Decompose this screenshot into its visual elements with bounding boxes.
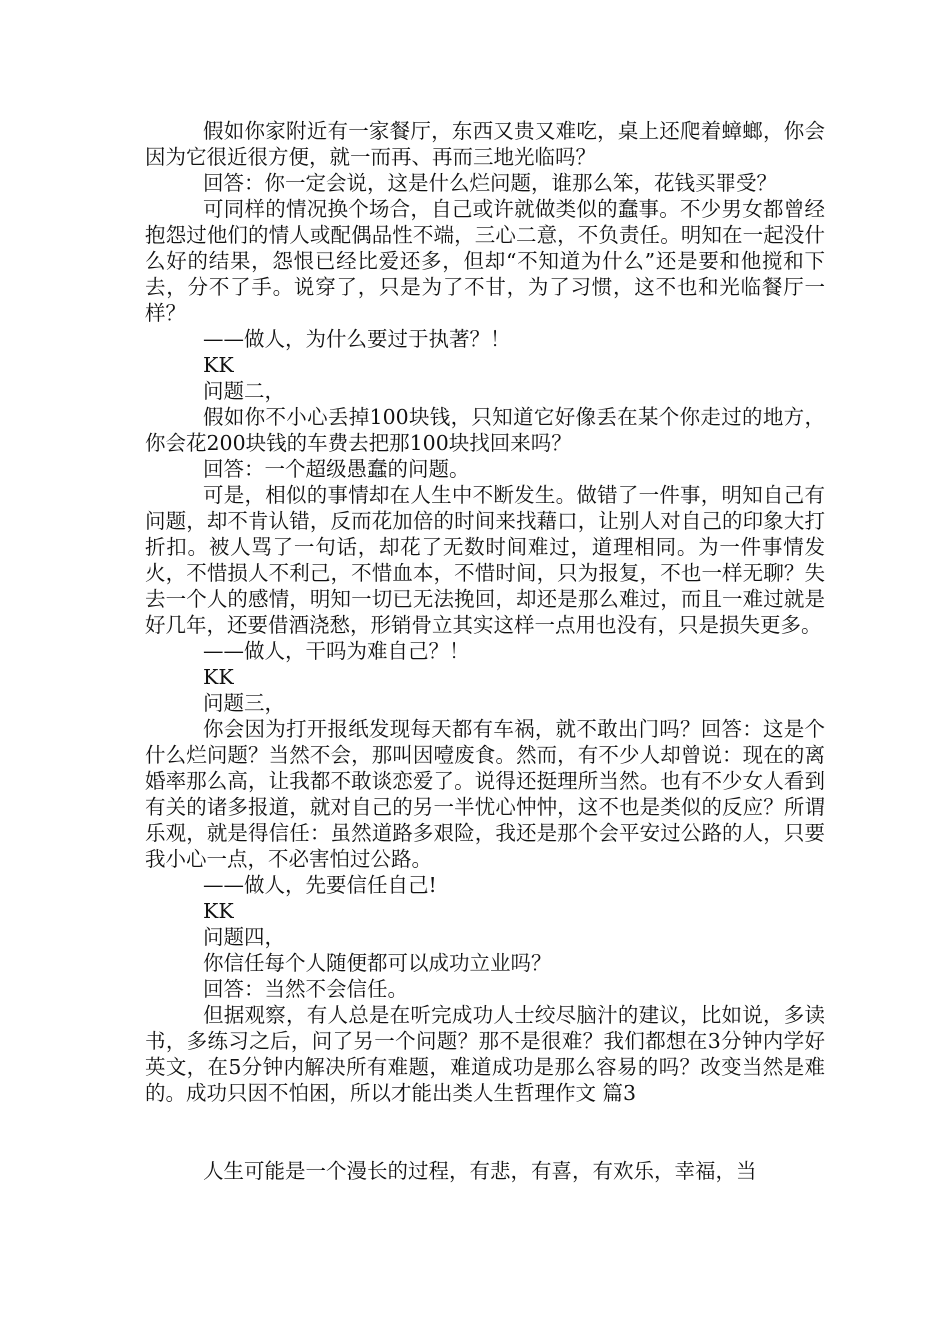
paragraph-motto-1: ——做人，为什么要过于执著？！	[203, 327, 511, 351]
paragraph-answer-2: 回答：一个超级愚蠢的问题。	[203, 457, 470, 481]
paragraph-answer-1: 回答：你一定会说，这是什么烂问题，谁那么笨，花钱买罪受？	[203, 171, 777, 195]
paragraph-kk-3: KK	[203, 899, 234, 923]
paragraph-answer-4: 回答：当然不会信任。	[203, 977, 408, 1001]
paragraph-kk-1: KK	[203, 353, 234, 377]
paragraph-question-4: 你信任每个人随便都可以成功立业吗？	[203, 951, 552, 975]
paragraph-motto-3: ——做人，先要信任自己!	[203, 873, 437, 897]
document-body	[145, 118, 825, 1184]
heading-question-3: 问题三，	[203, 691, 285, 715]
paragraph-analysis-4: 但据观察，有人总是在听完成功人士绞尽脑汁的建议，比如说，多读书，多练习之后，问了另一个问题？那不是很难？我们都想在3分钟内学好英文，在5分钟内解决所有难题，难道成功是那么容易的吗？改变当然是难的。成功只因不怕困，所以才能出类人生哲理作文 篇3	[145, 1003, 825, 1105]
paragraph-motto-2: ——做人，干吗为难自己？！	[203, 639, 470, 663]
paragraph-question-3: 你会因为打开报纸发现每天都有车祸，就不敢出门吗？回答：这是个什么烂问题？当然不会，那叫因噎废食。然而，有不少人却曾说：现在的离婚率那么高，让我都不敢谈恋爱了。说得还挺理所当然。也有不少女人看到有关的诸多报道，就对自己的另一半忧心忡忡，这不也是类似的反应？所谓乐观，就是得信任：虽然道路多艰险，我还是那个会平安过公路的人，只要我小心一点，不必害怕过公路。	[145, 717, 825, 871]
paragraph-article-3-opening: 人生可能是一个漫长的过程，有悲，有喜，有欢乐，幸福，当	[203, 1159, 757, 1183]
paragraph-question-2: 假如你不小心丢掉100块钱，只知道它好像丢在某个你走过的地方，你会花200块钱的车费去把那100块找回来吗？	[145, 405, 825, 455]
heading-question-4: 问题四，	[203, 925, 285, 949]
heading-question-2: 问题二，	[203, 379, 285, 403]
paragraph-restaurant-question: 假如你家附近有一家餐厅，东西又贵又难吃，桌上还爬着蟑螂，你会因为它很近很方便，就一而再、再而三地光临吗？	[145, 119, 825, 169]
paragraph-analysis-1: 可同样的情况换个场合，自己或许就做类似的蠢事。不少男女都曾经抱怨过他们的情人或配偶品性不端，三心二意，不负责任。明知在一起没什么好的结果，怨恨已经比爱还多，但却“不知道为什么”还是要和他搅和下去，分不了手。说穿了，只是为了不甘，为了习惯，这不也和光临餐厅一样？	[145, 197, 825, 325]
paragraph-kk-2: KK	[203, 665, 234, 689]
section-gap	[145, 1106, 825, 1158]
paragraph-analysis-2: 可是，相似的事情却在人生中不断发生。做错了一件事，明知自己有问题，却不肯认错，反而花加倍的时间来找藉口，让别人对自己的印象大打折扣。被人骂了一句话，却花了无数时间难过，道理相同。为一件事情发火，不惜损人不利己，不惜血本，不惜时间，只为报复，不也一样无聊？失去一个人的感情，明知一切已无法挽回，却还是那么难过，而且一难过就是好几年，还要借酒浇愁，形销骨立其实这样一点用也没有，只是损失更多。	[145, 483, 825, 637]
